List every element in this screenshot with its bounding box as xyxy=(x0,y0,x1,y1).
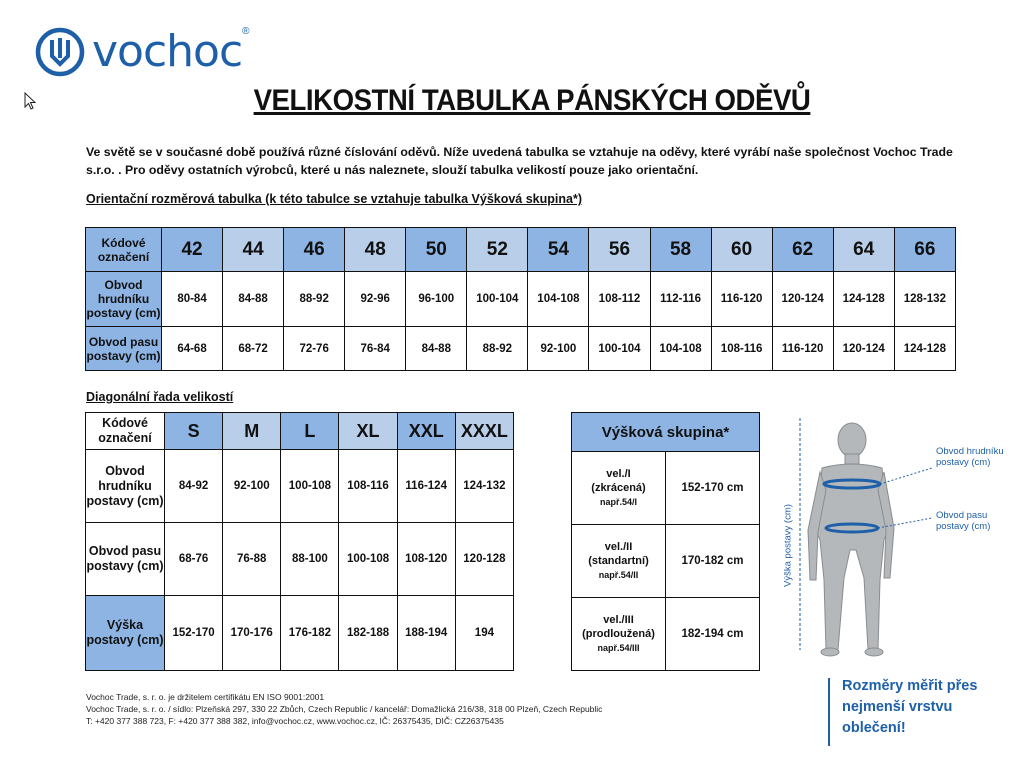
group-desc: (standartní) xyxy=(588,555,649,567)
row-header: Kódové označení xyxy=(86,413,165,450)
waist-cell: 108-116 xyxy=(711,327,772,371)
size-code-cell: XL xyxy=(339,413,397,450)
height-cell: 152-170 xyxy=(165,596,223,671)
chest-cell: 120-124 xyxy=(772,272,833,327)
row-header: Kódové označení xyxy=(86,228,162,272)
row-header: Obvod hrudníku postavy (cm) xyxy=(86,272,162,327)
group-code: vel./III xyxy=(603,614,634,626)
size-code-cell: S xyxy=(165,413,223,450)
waist-cell: 76-88 xyxy=(223,523,281,596)
table-row xyxy=(86,272,956,327)
table-row xyxy=(86,327,956,371)
human-silhouette-icon xyxy=(808,423,894,656)
height-cell: 182-188 xyxy=(339,596,397,671)
chest-cell: 92-100 xyxy=(223,450,281,523)
height-group-cell xyxy=(572,525,666,598)
table-row xyxy=(86,523,514,596)
size-code-cell: 46 xyxy=(284,228,345,272)
chest-cell: 100-108 xyxy=(281,450,339,523)
size-code-cell: 42 xyxy=(162,228,223,272)
table-row xyxy=(572,413,760,452)
waist-cell: 124-128 xyxy=(894,327,955,371)
group-code: vel./I xyxy=(606,468,631,480)
vochoc-logo-icon xyxy=(34,26,86,78)
chest-cell: 124-128 xyxy=(833,272,894,327)
row-header: Obvod hrudníku postavy (cm) xyxy=(86,450,165,523)
row-header: Výška postavy (cm) xyxy=(86,596,165,671)
footer-line: T: +420 377 388 723, F: +420 377 388 382, info@vochoc.cz, www.vochoc.cz, IČ: 26375435, DIČ: CZ26375435 xyxy=(86,716,504,726)
row-header: Obvod pasu postavy (cm) xyxy=(86,327,162,371)
chest-cell: 128-132 xyxy=(894,272,955,327)
brand-registered-mark: ® xyxy=(242,26,250,37)
table2-heading: Diagonální řada velikostí xyxy=(86,390,234,404)
chest-cell: 116-120 xyxy=(711,272,772,327)
brand-logo xyxy=(34,24,274,80)
table-row xyxy=(86,228,956,272)
intro-text: Ve světě se v současné době používá různé číslování oděvů. Níže uvedená tabulka se vztahuje na oděvy, které vyrábí naše společnost Vochoc Trade s.r.o. . Pro oděvy ostatních výrobců, které u nás naleznete, slouží tabulka velikostí pouze jako orientační. xyxy=(86,145,953,177)
waist-cell: 64-68 xyxy=(162,327,223,371)
mouse-cursor-icon xyxy=(24,92,38,112)
size-code-cell: 62 xyxy=(772,228,833,272)
table-row xyxy=(572,598,760,671)
group-example: např.54/III xyxy=(597,643,640,653)
group-range: 170-182 cm xyxy=(666,525,760,598)
chest-leader-line xyxy=(880,468,932,484)
size-code-cell: 44 xyxy=(223,228,284,272)
size-code-cell: 50 xyxy=(406,228,467,272)
waist-cell: 100-108 xyxy=(339,523,397,596)
waist-cell: 92-100 xyxy=(528,327,589,371)
footer-line: Vochoc Trade, s. r. o. / sídlo: Plzeňská 297, 330 22 Zbůch, Czech Republic / kancelář: Domažlická 216/38, 318 00 Plzeň, Czech Republic xyxy=(86,704,603,714)
size-code-cell: 52 xyxy=(467,228,528,272)
chest-cell: 84-88 xyxy=(223,272,284,327)
table-row xyxy=(86,413,514,450)
chest-cell: 112-116 xyxy=(650,272,711,327)
table-row xyxy=(86,450,514,523)
chest-cell: 108-116 xyxy=(339,450,397,523)
height-group-heading: Výšková skupina* xyxy=(572,413,760,452)
waist-cell: 120-124 xyxy=(833,327,894,371)
chest-cell: 96-100 xyxy=(406,272,467,327)
footer xyxy=(86,691,786,727)
height-label: Výška postavy (cm) xyxy=(782,504,794,587)
waist-cell: 68-76 xyxy=(165,523,223,596)
waist-label: Obvod pasu postavy (cm) xyxy=(936,510,991,532)
waist-cell: 116-120 xyxy=(772,327,833,371)
chest-cell: 84-92 xyxy=(165,450,223,523)
size-code-cell: 64 xyxy=(833,228,894,272)
group-example: např.54/II xyxy=(598,570,639,580)
height-cell: 188-194 xyxy=(397,596,455,671)
height-cell: 176-182 xyxy=(281,596,339,671)
chest-cell: 104-108 xyxy=(528,272,589,327)
table-row xyxy=(572,525,760,598)
chest-cell: 108-112 xyxy=(589,272,650,327)
waist-cell: 120-128 xyxy=(455,523,513,596)
chest-cell: 124-132 xyxy=(455,450,513,523)
table-row xyxy=(572,452,760,525)
size-code-cell: L xyxy=(281,413,339,450)
height-group-table xyxy=(571,412,760,671)
waist-cell: 84-88 xyxy=(406,327,467,371)
size-code-cell: 48 xyxy=(345,228,406,272)
size-code-cell: 58 xyxy=(650,228,711,272)
waist-cell: 76-84 xyxy=(345,327,406,371)
group-example: např.54/I xyxy=(599,497,637,507)
row-header: Obvod pasu postavy (cm) xyxy=(86,523,165,596)
orientation-size-table xyxy=(85,227,956,371)
chest-cell: 116-124 xyxy=(397,450,455,523)
group-range: 182-194 cm xyxy=(666,598,760,671)
page-title: VELIKOSTNÍ TABULKA PÁNSKÝCH ODĚVŮ xyxy=(253,84,811,117)
waist-cell: 88-92 xyxy=(467,327,528,371)
size-code-cell: 60 xyxy=(711,228,772,272)
height-group-cell xyxy=(572,598,666,671)
size-code-cell: 54 xyxy=(528,228,589,272)
height-cell: 170-176 xyxy=(223,596,281,671)
waist-cell: 72-76 xyxy=(284,327,345,371)
brand-name: vochoc xyxy=(92,26,243,77)
table1-heading: Orientační rozměrová tabulka (k této tabulce se vztahuje tabulka Výšková skupina*) xyxy=(86,192,582,206)
chest-label: Obvod hrudníku postavy (cm) xyxy=(936,446,1004,468)
size-code-cell: XXL xyxy=(397,413,455,450)
waist-cell: 100-104 xyxy=(589,327,650,371)
group-desc: (prodloužená) xyxy=(582,628,655,640)
waist-cell: 104-108 xyxy=(650,327,711,371)
size-code-cell: 56 xyxy=(589,228,650,272)
size-code-cell: M xyxy=(223,413,281,450)
group-range: 152-170 cm xyxy=(666,452,760,525)
waist-cell: 88-100 xyxy=(281,523,339,596)
height-group-cell xyxy=(572,452,666,525)
group-code: vel./II xyxy=(604,541,633,553)
waist-cell: 68-72 xyxy=(223,327,284,371)
size-code-cell: XXXL xyxy=(455,413,513,450)
chest-cell: 80-84 xyxy=(162,272,223,327)
group-desc: (zkrácená) xyxy=(591,482,646,494)
height-cell: 194 xyxy=(455,596,513,671)
footer-line: Vochoc Trade, s. r. o. je držitelem certifikátu EN ISO 9001:2001 xyxy=(86,692,325,702)
chest-cell: 88-92 xyxy=(284,272,345,327)
measure-note: Rozměry měřit přes nejmenší vrstvu oblečení! xyxy=(842,678,978,736)
chest-cell: 92-96 xyxy=(345,272,406,327)
note-divider xyxy=(828,678,830,746)
diagonal-size-table xyxy=(85,412,514,671)
chest-cell: 100-104 xyxy=(467,272,528,327)
table-row xyxy=(86,596,514,671)
size-code-cell: 66 xyxy=(894,228,955,272)
waist-cell: 108-120 xyxy=(397,523,455,596)
